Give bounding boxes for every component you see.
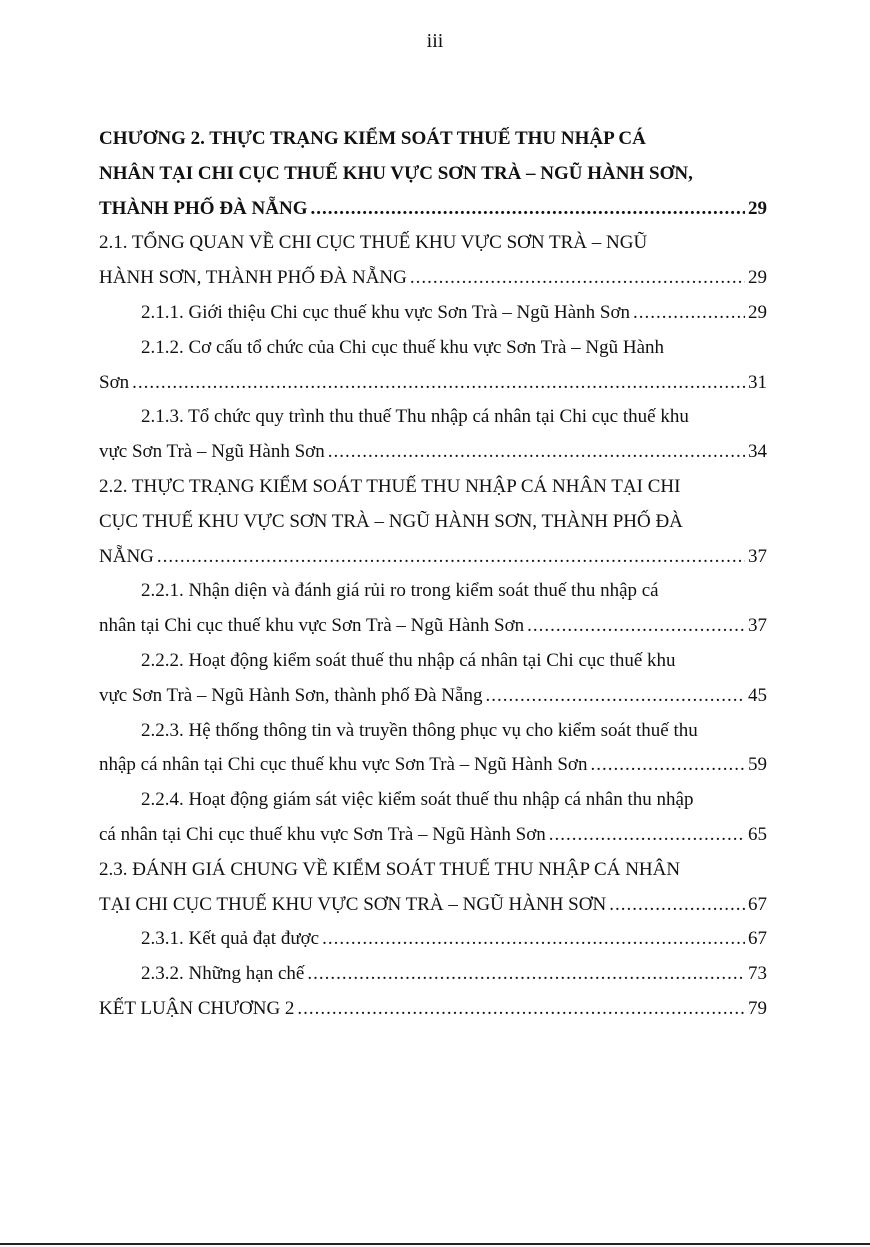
dot-leader: [609, 888, 745, 923]
dot-leader: [132, 366, 745, 401]
toc-entry-line: 2.2.3. Hệ thống thông tin và truyền thông phục vụ cho kiểm soát thuế thu: [141, 719, 698, 741]
toc-entry[interactable]: [99, 957, 767, 992]
toc-entry[interactable]: [99, 470, 767, 574]
toc-entry-last-line: [99, 922, 767, 957]
toc-page-number: 45: [748, 684, 767, 706]
toc-entry-last-line: [99, 192, 767, 227]
toc-page-number: 37: [748, 545, 767, 567]
toc-page-number: 79: [748, 997, 767, 1019]
toc-page-number: 29: [748, 197, 767, 219]
page-number: iii: [426, 30, 444, 52]
toc-page-number: 67: [748, 893, 767, 915]
toc-entry-title: TẠI CHI CỤC THUẾ KHU VỰC SƠN TRÀ – NGŨ HÀNH SƠN: [99, 893, 607, 915]
dot-leader: [322, 922, 745, 957]
toc-entry-title: NẴNG: [99, 545, 154, 567]
toc-entry[interactable]: [99, 296, 767, 331]
dot-leader: [310, 192, 745, 227]
dot-leader: [527, 609, 745, 644]
dot-leader: [328, 435, 745, 470]
dot-leader: [307, 957, 745, 992]
toc-page-number: 59: [748, 754, 767, 776]
toc-entry-title: vực Sơn Trà – Ngũ Hành Sơn: [99, 441, 325, 463]
toc-page-number: 65: [748, 823, 767, 845]
toc-page-number: 67: [748, 928, 767, 950]
toc-entry-line: 2.1.2. Cơ cấu tổ chức của Chi cục thuế khu vực Sơn Trà – Ngũ Hành: [141, 336, 665, 358]
toc-entry-title: HÀNH SƠN, THÀNH PHỐ ĐÀ NẴNG: [99, 267, 407, 289]
toc-entry-title: vực Sơn Trà – Ngũ Hành Sơn, thành phố Đà Nẵng: [99, 684, 483, 706]
toc-entry-last-line: [99, 818, 767, 853]
toc-entry-last-line: [99, 435, 767, 470]
toc-entry[interactable]: [99, 122, 767, 226]
toc-entry[interactable]: [99, 400, 767, 470]
toc-entry-last-line: [99, 888, 767, 923]
toc-entry-title: 2.3.2. Những hạn chế: [141, 963, 305, 985]
toc-entry-line: CỤC THUẾ KHU VỰC SƠN TRÀ – NGŨ HÀNH SƠN, THÀNH PHỐ ĐÀ: [99, 510, 683, 532]
toc-entry[interactable]: [99, 331, 767, 401]
toc-entry-line: 2.1.3. Tổ chức quy trình thu thuế Thu nhập cá nhân tại Chi cục thuế khu: [141, 406, 689, 428]
dot-leader: [590, 748, 745, 783]
dot-leader: [549, 818, 745, 853]
toc-entry-title: KẾT LUẬN CHƯƠNG 2: [99, 997, 295, 1019]
toc-entry-title: cá nhân tại Chi cục thuế khu vực Sơn Trà – Ngũ Hành Sơn: [99, 823, 546, 845]
dot-leader: [633, 296, 745, 331]
table-of-contents: [99, 122, 767, 1027]
toc-page-number: 29: [748, 301, 767, 323]
toc-entry-title: Sơn: [99, 371, 130, 393]
toc-entry-line: 2.3. ĐÁNH GIÁ CHUNG VỀ KIỂM SOÁT THUẾ THU NHẬP CÁ NHÂN: [99, 858, 681, 880]
toc-entry[interactable]: [99, 574, 767, 644]
toc-entry-title: 2.3.1. Kết quả đạt được: [141, 928, 320, 950]
toc-page-number: 31: [748, 371, 767, 393]
toc-page-number: 37: [748, 615, 767, 637]
toc-entry[interactable]: [99, 853, 767, 923]
toc-entry[interactable]: [99, 992, 767, 1027]
toc-entry-line: NHÂN TẠI CHI CỤC THUẾ KHU VỰC SƠN TRÀ – NGŨ HÀNH SƠN,: [99, 162, 693, 184]
toc-entry[interactable]: [99, 644, 767, 714]
toc-entry-title: THÀNH PHỐ ĐÀ NẴNG: [99, 197, 308, 219]
toc-entry-last-line: [99, 540, 767, 575]
toc-entry-line: CHƯƠNG 2. THỰC TRẠNG KIỂM SOÁT THUẾ THU NHẬP CÁ: [99, 128, 646, 149]
toc-entry[interactable]: [99, 226, 767, 296]
toc-entry-title: nhập cá nhân tại Chi cục thuế khu vực Sơn Trà – Ngũ Hành Sơn: [99, 754, 588, 776]
toc-entry-last-line: [99, 992, 767, 1027]
toc-entry-last-line: [99, 296, 767, 331]
toc-entry-line: 2.1. TỔNG QUAN VỀ CHI CỤC THUẾ KHU VỰC SƠN TRÀ – NGŨ: [99, 232, 648, 254]
toc-entry-last-line: [99, 261, 767, 296]
toc-entry-line: 2.2.2. Hoạt động kiểm soát thuế thu nhập cá nhân tại Chi cục thuế khu: [141, 649, 676, 671]
toc-entry[interactable]: [99, 922, 767, 957]
toc-entry-line: 2.2.4. Hoạt động giám sát việc kiểm soát thuế thu nhập cá nhân thu nhập: [141, 789, 694, 811]
toc-entry-last-line: [99, 609, 767, 644]
toc-entry-line: 2.2.1. Nhận diện và đánh giá rủi ro trong kiểm soát thuế thu nhập cá: [141, 580, 659, 602]
dot-leader: [410, 261, 745, 296]
dot-leader: [485, 679, 745, 714]
toc-entry[interactable]: [99, 714, 767, 784]
toc-entry-last-line: [99, 748, 767, 783]
toc-entry-last-line: [99, 957, 767, 992]
toc-entry-last-line: [99, 679, 767, 714]
dot-leader: [297, 992, 745, 1027]
toc-entry-last-line: [99, 366, 767, 401]
toc-page-number: 34: [748, 441, 767, 463]
toc-entry[interactable]: [99, 783, 767, 853]
bottom-rule: [0, 1243, 870, 1245]
toc-page-number: 29: [748, 267, 767, 289]
toc-page-number: 73: [748, 963, 767, 985]
toc-entry-line: 2.2. THỰC TRẠNG KIỂM SOÁT THUẾ THU NHẬP CÁ NHÂN TẠI CHI: [99, 475, 681, 497]
toc-entry-title: nhân tại Chi cục thuế khu vực Sơn Trà – Ngũ Hành Sơn: [99, 615, 525, 637]
toc-entry-title: 2.1.1. Giới thiệu Chi cục thuế khu vực Sơn Trà – Ngũ Hành Sơn: [141, 301, 631, 323]
dot-leader: [157, 540, 745, 575]
